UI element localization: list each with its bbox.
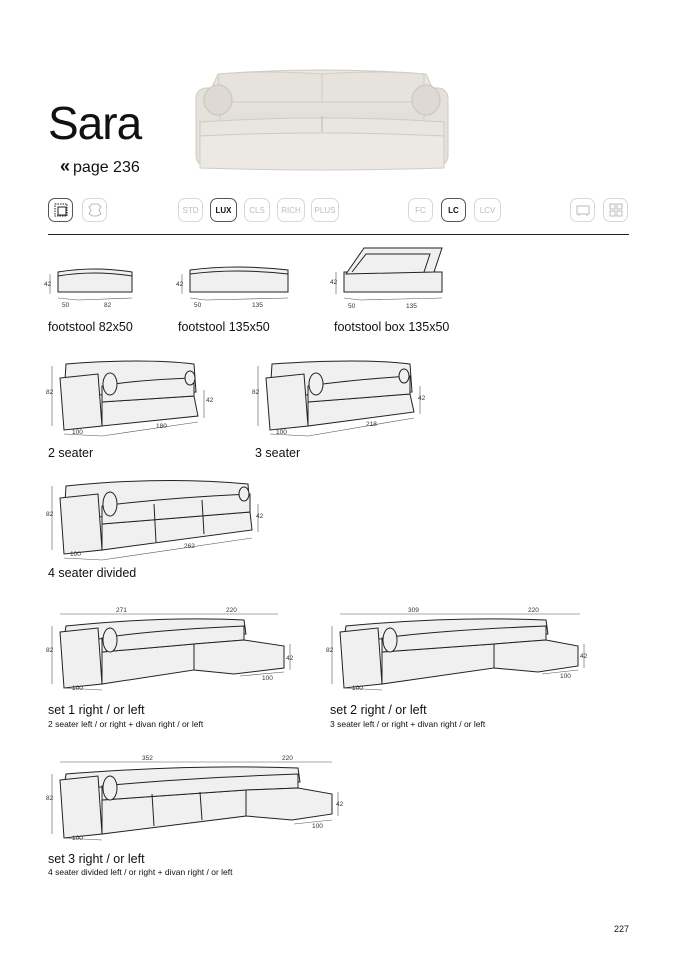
dim-width: 135 — [252, 302, 263, 309]
dim-seat: 42 — [418, 395, 426, 402]
dim-height: 82 — [46, 389, 54, 396]
dim-depth-2: 100 — [262, 675, 273, 682]
divider — [48, 234, 629, 235]
dim-width: 262 — [184, 543, 195, 550]
module-view-button[interactable] — [570, 198, 595, 222]
dim-width: 180 — [156, 423, 167, 430]
set-2-description: 3 seater left / or right + divan right / or left — [330, 719, 486, 729]
cover-lc[interactable]: LC — [441, 198, 466, 222]
dim-seat: 42 — [256, 513, 264, 520]
dim-seat: 42 — [336, 801, 344, 808]
dim-width: 82 — [104, 302, 112, 309]
dim-depth: 100 — [72, 429, 83, 436]
dim-height: 82 — [46, 795, 54, 802]
sofa-4-seater-drawing — [44, 476, 274, 566]
dim-seat: 42 — [286, 655, 294, 662]
sofa-4-seater-caption: 4 seater divided — [48, 566, 137, 580]
set-2-drawing — [324, 604, 594, 694]
set-1-drawing — [44, 604, 294, 694]
cover-lcv[interactable]: LCV — [474, 198, 501, 222]
dim-width-2: 220 — [528, 607, 539, 614]
sofa-3-seater-drawing — [250, 356, 450, 440]
back-arrow-icon: « — [60, 156, 71, 176]
dim-width-1: 309 — [408, 607, 419, 614]
footstool-82-caption: footstool 82x50 — [48, 320, 133, 334]
page-title: Sara — [48, 97, 142, 149]
dim-height: 82 — [326, 647, 334, 654]
dim-width-1: 352 — [142, 755, 153, 762]
cover-fc[interactable]: FC — [408, 198, 433, 222]
dim-seat: 42 — [206, 397, 214, 404]
version-lux[interactable]: LUX — [210, 198, 237, 222]
set-1-caption: set 1 right / or left — [48, 703, 145, 717]
dim-height: 42 — [44, 281, 52, 288]
set-3-caption: set 3 right / or left — [48, 852, 145, 866]
set-1-description: 2 seater left / or right + divan right / or left — [48, 719, 204, 729]
set-3-drawing — [44, 752, 344, 844]
sofa-photo — [188, 66, 456, 172]
footstool-box-drawing — [330, 244, 450, 312]
sofa-front-icon — [575, 202, 591, 218]
dim-height: 42 — [330, 279, 338, 286]
set-2-caption: set 2 right / or left — [330, 703, 427, 717]
dim-depth-2: 100 — [560, 673, 571, 680]
dim-depth: 100 — [72, 835, 83, 842]
dim-height: 82 — [46, 647, 54, 654]
footstool-135-drawing — [176, 262, 296, 312]
dim-depth: 100 — [72, 685, 83, 692]
fabric-sample-button[interactable] — [48, 198, 73, 222]
dim-depth: 100 — [276, 429, 287, 436]
leather-hide-icon — [87, 202, 103, 218]
dim-depth: 50 — [194, 302, 202, 309]
dim-width-2: 220 — [282, 755, 293, 762]
version-cls[interactable]: CLS — [244, 198, 270, 222]
dim-depth: 50 — [348, 303, 356, 310]
dim-width: 135 — [406, 303, 417, 310]
dim-width-1: 271 — [116, 607, 127, 614]
dim-height: 82 — [252, 389, 260, 396]
fabric-sample-icon — [53, 202, 69, 218]
dim-width: 218 — [366, 421, 377, 428]
dim-depth-2: 100 — [312, 823, 323, 830]
dim-depth: 50 — [62, 302, 70, 309]
dim-depth: 100 — [70, 551, 81, 558]
sofa-2-seater-drawing — [44, 356, 224, 440]
sofa-3-seater-caption: 3 seater — [255, 446, 301, 460]
version-rich[interactable]: RICH — [277, 198, 305, 222]
page-number: 227 — [614, 924, 630, 934]
dim-height: 42 — [176, 281, 184, 288]
layout-view-button[interactable] — [603, 198, 628, 222]
set-3-description: 4 seater divided left / or right + divan right / or left — [48, 867, 233, 877]
layout-grid-icon — [608, 202, 624, 218]
page-reference-label: page 236 — [73, 159, 140, 176]
dim-height: 82 — [46, 511, 54, 518]
page-reference[interactable] — [60, 156, 140, 177]
dim-seat: 42 — [580, 653, 588, 660]
version-plus[interactable]: PLUS — [311, 198, 339, 222]
leather-button[interactable] — [82, 198, 107, 222]
footstool-box-caption: footstool box 135x50 — [334, 320, 450, 334]
dim-width-2: 220 — [226, 607, 237, 614]
dim-depth: 100 — [352, 685, 363, 692]
footstool-82-drawing — [44, 262, 144, 312]
version-std[interactable]: STD — [178, 198, 203, 222]
sofa-2-seater-caption: 2 seater — [48, 446, 94, 460]
footstool-135-caption: footstool 135x50 — [178, 320, 270, 334]
